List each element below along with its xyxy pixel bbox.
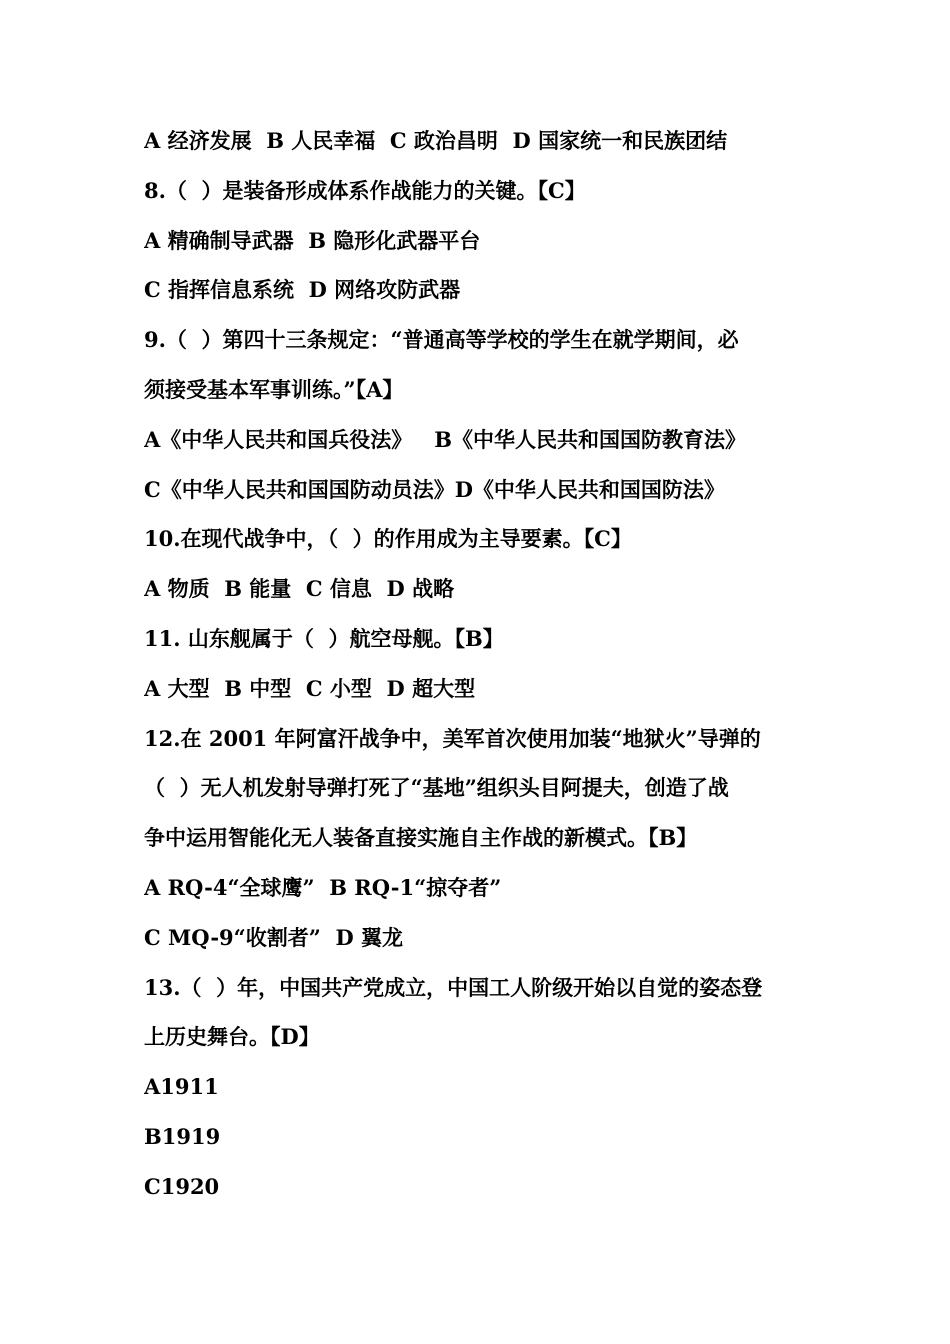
options-line: A 精确制导武器 B 隐形化武器平台 <box>144 227 481 253</box>
question-12-continued: 争中运用智能化无人装备直接实施自主作战的新模式。【B】 <box>144 825 698 851</box>
options-line: A RQ-4“全球鹰” B RQ-1“掠夺者” <box>144 874 502 900</box>
options-line: A 物质 B 能量 C 信息 D 战略 <box>144 576 455 602</box>
options-line: A 大型 B 中型 C 小型 D 超大型 <box>144 675 476 701</box>
question-text-block <box>144 116 824 1212</box>
options-line: C 指挥信息系统 D 网络攻防武器 <box>144 277 461 303</box>
question-11: 11. 山东舰属于（ ）航空母舰。【B】 <box>144 625 504 651</box>
options-line: A《中华人民共和国兵役法》 B《中华人民共和国国防教育法》 <box>144 426 746 452</box>
question-13: 13.（ ）年，中国共产党成立，中国工人阶级开始以自觉的姿态登 <box>144 974 763 1000</box>
question-10: 10.在现代战争中，（ ）的作用成为主导要素。【C】 <box>144 526 632 552</box>
question-9-continued: 须接受基本军事训练。”【A】 <box>144 376 404 402</box>
question-9: 9.（ ）第四十三条规定：“普通高等学校的学生在就学期间，必 <box>144 327 739 353</box>
question-13-continued: 上历史舞台。【D】 <box>144 1024 320 1050</box>
options-line: C MQ-9“收割者” D 翼龙 <box>144 924 403 950</box>
options-line: A 经济发展 B 人民幸福 C 政治昌明 D 国家统一和民族团结 <box>144 128 728 153</box>
question-12-continued: （ ）无人机发射导弹打死了“基地”组织头目阿提夫，创造了战 <box>144 775 729 801</box>
option-a: A1911 <box>144 1074 219 1100</box>
option-b: B1919 <box>144 1123 221 1149</box>
options-line: C《中华人民共和国国防动员法》D《中华人民共和国国防法》 <box>144 476 725 502</box>
question-12: 12.在 2001 年阿富汗战争中，美军首次使用加装“地狱火”导弹的 <box>144 725 761 751</box>
option-c: C1920 <box>144 1173 220 1199</box>
question-8: 8.（ ）是装备形成体系作战能力的关键。【C】 <box>144 177 586 203</box>
